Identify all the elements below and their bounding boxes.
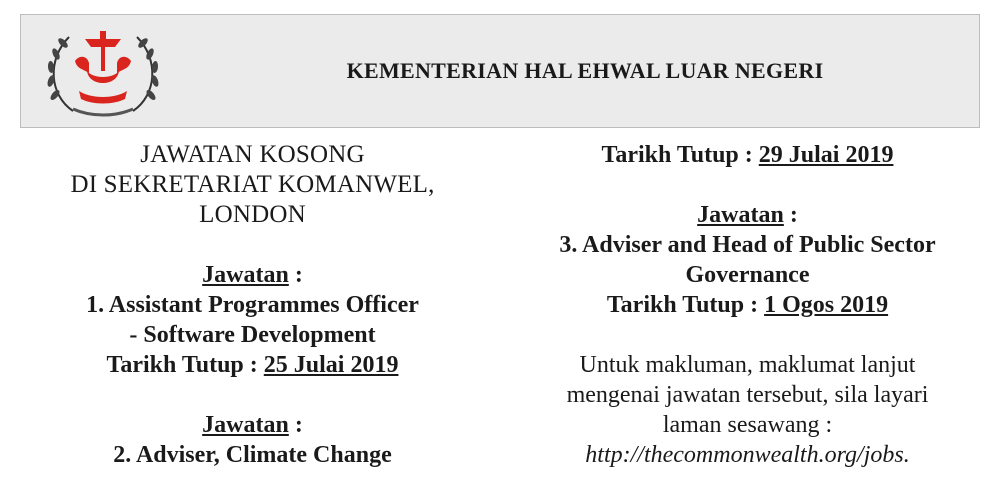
post-2-label-line — [20, 410, 485, 440]
info-line: Untuk makluman, maklumat lanjut — [579, 352, 916, 378]
ministry-header — [20, 14, 980, 128]
closing-prefix: Tarikh Tutup : — [106, 352, 264, 378]
post-3-closing — [515, 290, 980, 320]
post-label-sep: : — [288, 262, 303, 288]
post-label-sep: : — [288, 412, 303, 438]
post-label: Jawatan — [202, 262, 289, 288]
post-1-title: 1. Assistant Programmes Officer — [86, 292, 419, 318]
closing-date: 29 Julai 2019 — [758, 142, 894, 168]
ministry-name: KEMENTERIAN HAL EHWAL LUAR NEGERI — [346, 58, 824, 83]
post-label-sep: : — [783, 202, 798, 228]
post-label: Jawatan — [202, 412, 289, 438]
post-1-subtitle: - Software Development — [129, 322, 376, 348]
heading-line: LONDON — [199, 201, 306, 228]
heading-line: JAWATAN KOSONG — [140, 141, 365, 168]
info-line: laman sesawang : — [662, 412, 833, 438]
post-label: Jawatan — [697, 202, 784, 228]
heading-line: DI SEKRETARIAT KOMANWEL, — [70, 171, 435, 198]
info-line: mengenai jawatan tersebut, sila layari — [566, 382, 929, 408]
post-2-title: 2. Adviser, Climate Change — [113, 442, 392, 468]
post-1-label-line — [20, 260, 485, 290]
left-column — [20, 140, 485, 470]
post-2-closing — [515, 140, 980, 170]
post-3-title-cont: Governance — [685, 262, 810, 288]
post-1-closing — [20, 350, 485, 380]
closing-prefix: Tarikh Tutup : — [606, 292, 765, 318]
post-3-title: 3. Adviser and Head of Public Sector — [559, 232, 936, 258]
closing-date: 1 Ogos 2019 — [764, 292, 889, 318]
jobs-url-link[interactable]: http://thecommonwealth.org/jobs. — [585, 442, 910, 468]
closing-prefix: Tarikh Tutup : — [601, 142, 759, 168]
brunei-crest-icon — [43, 25, 163, 121]
right-column — [515, 140, 980, 470]
post-3-label-line — [515, 200, 980, 230]
closing-date: 25 Julai 2019 — [263, 352, 399, 378]
